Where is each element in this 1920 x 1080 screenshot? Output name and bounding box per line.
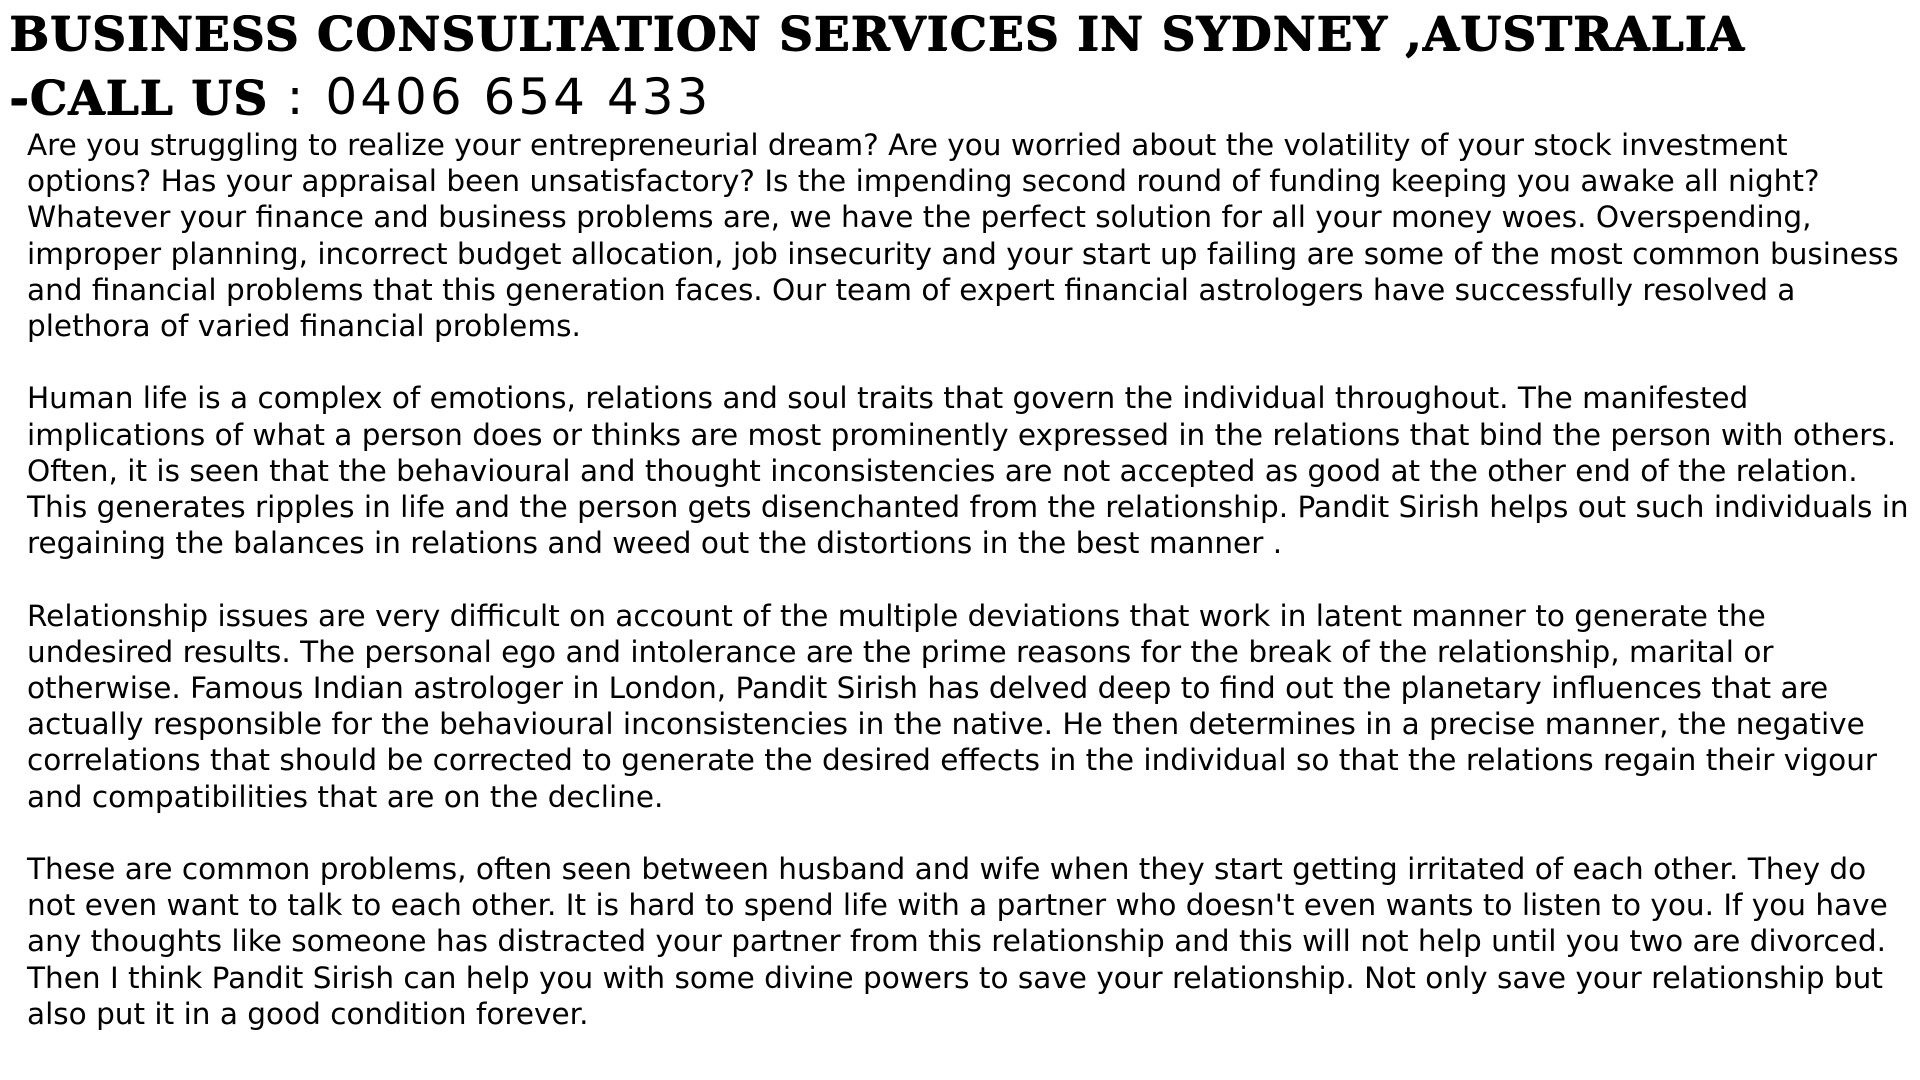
phone-number[interactable]: 0406 654 433 <box>325 68 712 126</box>
page-title-line-1: BUSINESS CONSULTATION SERVICES IN SYDNEY ,AUSTRALIA <box>9 7 1745 62</box>
paragraph-human-relations: Human life is a complex of emotions, relations and soul traits that govern the individual throughout. The manifested implications of what a person does or thinks are most prominently expressed in the relations that bind the person with others. Often, it is seen that the behavioural and thought inconsistencies are not accepted as good at the other end of the relation. This generates ripples in life and the person gets disenchanted from the relationship. Pandit Sirish helps out such individuals in regaining the balances in relations and weed out the distortions in the best manner . <box>27 381 1909 561</box>
paragraph-financial-problems: Are you struggling to realize your entrepreneurial dream? Are you worried about the volatility of your stock investment options? Has your appraisal been unsatisfactory? Is the impending second round of funding keeping you awake all night? Whatever your finance and business problems are, we have the perfect solution for all your money woes. Overspending, improper planning, incorrect budget allocation, job insecurity and your start up failing are some of the most common business and financial problems that this generation faces. Our team of expert financial astrologers have successfully resolved a plethora of varied financial problems. <box>27 128 1899 344</box>
article-body <box>27 127 1917 1068</box>
phone-separator: : <box>267 68 326 126</box>
call-us-label: -CALL US <box>9 71 268 126</box>
page-title-line-2 <box>9 66 1909 130</box>
paragraph-relationship-issues: Relationship issues are very difficult on account of the multiple deviations that work in latent manner to generate the undesired results. The personal ego and intolerance are the prime reasons for the break of the relationship, marital or otherwise. Famous Indian astrologer in London, Pandit Sirish has delved deep to find out the planetary influences that are actually responsible for the behavioural inconsistencies in the native. He then determines in a precise manner, the negative correlations that should be corrected to generate the desired effects in the individual so that the relations regain their vigour and compatibilities that are on the decline. <box>27 598 1878 814</box>
paragraph-husband-wife-problems: These are common problems, often seen between husband and wife when they start getting irritated of each other. They do not even want to talk to each other. It is hard to spend life with a partner who doesn't even wants to listen to you. If you have any thoughts like someone has distracted your partner from this relationship and this will not help until you two are divorced. Then I think Pandit Sirish can help you with some divine powers to save your relationship. Not only save your relationship but also put it in a good condition forever. <box>27 852 1888 1031</box>
page-title <box>9 4 1909 130</box>
